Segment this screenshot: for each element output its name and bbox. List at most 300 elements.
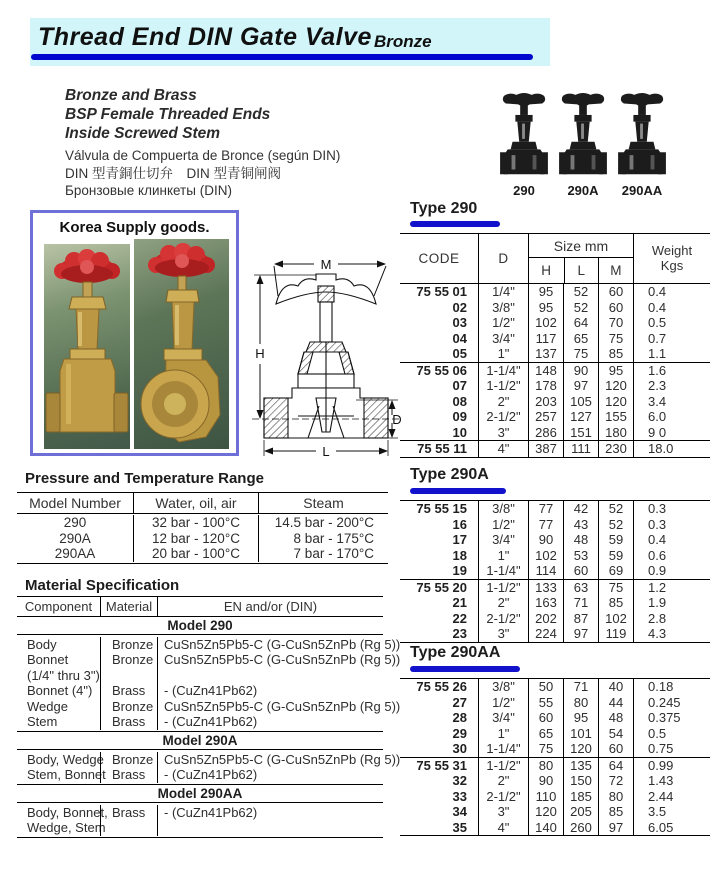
size-table-cell: 101 [563, 726, 598, 742]
size-table-row [400, 679, 710, 695]
size-table-cell: 64 [598, 758, 633, 774]
size-table-cell: 2-1/2" [478, 789, 528, 805]
size-table-cell: 135 [563, 758, 598, 774]
size-table-cell: 257 [528, 409, 563, 425]
material-row [17, 652, 401, 668]
size-table-row [400, 758, 710, 774]
size-table-row [400, 409, 710, 425]
size-table-cell: 95 [528, 284, 563, 300]
size-table-row [400, 532, 710, 548]
size-table-cell: 21 [452, 595, 467, 611]
size-table-cell: 18.0 [633, 441, 710, 457]
size-table-cell: 29 [452, 725, 467, 741]
intro-line: Bronze and Brass [65, 87, 197, 104]
size-table-cell: 34 [452, 804, 467, 820]
size-table-cell: 75 [563, 346, 598, 362]
size-table-cell: 97 [563, 626, 598, 642]
size-table-cell: 1/2" [478, 517, 528, 533]
size-table-cell: 0.18 [633, 679, 710, 695]
size-table-group [400, 363, 710, 442]
pressure-cell: 32 bar - 100°C [133, 515, 258, 531]
material-cell: Bonnet (4") [27, 683, 93, 699]
column-header-material: Material [100, 597, 157, 616]
size-table-cell: 52 [563, 300, 598, 316]
size-table-cell: 111 [563, 441, 598, 457]
size-table-cell: 387 [528, 441, 563, 457]
material-section-rows [17, 750, 401, 785]
size-table-row [400, 394, 710, 410]
size-table-cell: 1" [478, 726, 528, 742]
size-table-cell: 4" [478, 441, 528, 457]
size-table-row [400, 315, 710, 331]
size-table-cell: 72 [598, 773, 633, 789]
material-cell: - (CuZn41Pb62) [157, 714, 383, 730]
size-table-row [400, 804, 710, 820]
pressure-cell: 20 bar - 100°C [133, 546, 258, 562]
size-table-cell: 0.99 [633, 758, 710, 774]
type-290-table [400, 233, 710, 458]
size-table-cell: 0.3 [633, 517, 710, 533]
pressure-table-header [17, 493, 388, 514]
size-table-cell: 1" [478, 346, 528, 362]
size-table-row [400, 626, 710, 642]
photo-box-caption: Korea Supply goods. [59, 219, 210, 236]
size-table-cell: 203 [528, 394, 563, 410]
size-table-row [400, 441, 710, 457]
size-table-cell: 3.5 [633, 804, 710, 820]
material-row [17, 820, 383, 836]
size-table-cell: 16 [452, 516, 467, 532]
size-table-cell: 2-1/2" [478, 409, 528, 425]
valve-photo-angled [134, 239, 229, 449]
size-table-cell: 127 [563, 409, 598, 425]
column-header-l: L [564, 258, 599, 283]
size-table-cell: 3/8" [478, 679, 528, 695]
size-table-cell: 90 [563, 363, 598, 379]
size-table-cell: 23 [452, 626, 467, 642]
size-table-cell: 22 [452, 610, 467, 626]
material-cell: Stem [27, 714, 58, 730]
thumbnail-label: 290A [567, 183, 599, 198]
size-table-row [400, 346, 710, 362]
dim-label-l: L [322, 444, 330, 459]
size-table-cell: 85 [598, 346, 633, 362]
size-table-cell: 6.05 [633, 820, 710, 836]
size-table-group [400, 284, 710, 363]
size-table-cell: 0.4 [633, 300, 710, 316]
size-table-cell: 60 [563, 563, 598, 579]
size-table-row [400, 517, 710, 533]
size-table-row [400, 363, 710, 379]
column-header-m: M [598, 258, 633, 283]
size-table-cell: 185 [563, 789, 598, 805]
dim-label-m: M [320, 257, 332, 272]
material-cell [157, 820, 383, 836]
size-table-cell: 19 [452, 563, 467, 579]
thumbnail-290AA [616, 92, 668, 198]
size-table-cell: 224 [528, 626, 563, 642]
size-table-cell: 75 55 20 [416, 579, 467, 595]
size-table-cell: 52 [563, 284, 598, 300]
pressure-cell: 14.5 bar - 200°C [258, 515, 388, 531]
material-cell: CuSn5Zn5Pb5-C (G-CuSn5ZnPb (Rg 5)) [157, 637, 383, 653]
pressure-heading: Pressure and Temperature Range [25, 470, 264, 487]
brass-valve-front-image [44, 244, 130, 449]
intro-translations [65, 147, 340, 200]
size-table-cell: 71 [563, 679, 598, 695]
size-table-cell: 28 [452, 710, 467, 726]
size-table-row [400, 789, 710, 805]
size-table-cell: 44 [598, 695, 633, 711]
size-table-cell: 75 [598, 331, 633, 347]
material-row [17, 751, 401, 768]
size-table-cell: 54 [598, 726, 633, 742]
pressure-row [17, 531, 388, 547]
size-table-cell: 97 [563, 378, 598, 394]
size-table-row [400, 548, 710, 564]
material-cell: Bronze [100, 699, 157, 715]
size-table-cell: 3/4" [478, 710, 528, 726]
column-header-size-mm: Size mm [529, 234, 633, 258]
size-table-cell: 48 [598, 710, 633, 726]
size-table-cell: 105 [563, 394, 598, 410]
material-heading: Material Specification [25, 577, 180, 594]
photo-box [30, 210, 239, 456]
size-table-cell: 119 [598, 626, 633, 642]
size-table-cell: 32 [452, 773, 467, 789]
size-table-group [400, 580, 710, 642]
size-table-cell: 69 [598, 563, 633, 579]
material-label: Bronze [374, 32, 432, 51]
size-table-cell: 75 55 11 [417, 441, 467, 457]
size-table-cell: 1/4" [478, 284, 528, 300]
material-model-band: Model 290 [17, 617, 383, 635]
intro-line-russian: Бронзовые клинкеты (DIN) [65, 183, 232, 198]
size-table-cell: 117 [528, 331, 563, 347]
size-table-cell: 155 [598, 409, 633, 425]
type-290A-blue-rule [410, 488, 506, 494]
size-table-row [400, 595, 710, 611]
size-table-cell: 43 [563, 517, 598, 533]
size-table-cell: 0.3 [633, 501, 710, 517]
material-row [17, 636, 401, 653]
size-table-cell: 202 [528, 611, 563, 627]
size-table-row [400, 695, 710, 711]
material-cell: Bronze [100, 637, 157, 653]
column-header-en-din: EN and/or (DIN) [157, 597, 383, 616]
size-table-row [400, 741, 710, 757]
size-table-cell: 114 [528, 563, 563, 579]
material-cell: Brass [100, 683, 157, 699]
dim-label-d: D [392, 412, 402, 427]
size-table-cell: 4" [478, 820, 528, 836]
size-table-row [400, 820, 710, 836]
type-290AA-table [400, 678, 710, 836]
material-cell: Body [27, 636, 57, 652]
size-table-cell: 1/2" [478, 695, 528, 711]
material-cell: Bonnet [27, 652, 69, 668]
size-table-cell: 63 [563, 580, 598, 596]
size-table-cell: 60 [528, 710, 563, 726]
size-table-cell: 120 [598, 394, 633, 410]
size-table-cell: 71 [563, 595, 598, 611]
size-table-cell: 2" [478, 773, 528, 789]
type-290-blue-rule [410, 221, 500, 227]
size-table-cell: 2" [478, 394, 528, 410]
size-table-cell: 0.6 [633, 548, 710, 564]
gate-valve-section-drawing [246, 248, 406, 462]
size-table-cell: 48 [563, 532, 598, 548]
size-table-cell: 1.43 [633, 773, 710, 789]
size-table-cell: 30 [452, 741, 467, 757]
size-table-cell: 95 [598, 363, 633, 379]
dim-label-h: H [255, 346, 265, 361]
type-290A-heading: Type 290A [410, 466, 489, 483]
size-table-cell: 02 [452, 299, 467, 315]
size-table-cell: 55 [528, 695, 563, 711]
size-table-cell: 03 [452, 315, 467, 331]
column-header-model: Model Number [29, 495, 121, 511]
size-table-cell: 52 [598, 517, 633, 533]
material-cell: Brass [100, 805, 157, 821]
size-table-cell: 3/4" [478, 331, 528, 347]
size-table-cell: 75 55 01 [416, 284, 467, 300]
size-table-cell: 1-1/4" [478, 363, 528, 379]
size-table-cell: 08 [452, 393, 467, 409]
size-table-cell: 1-1/4" [478, 563, 528, 579]
type-290AA-heading: Type 290AA [410, 644, 501, 661]
product-thumbnails [498, 92, 672, 198]
size-table-row [400, 563, 710, 579]
size-table-cell: 40 [598, 679, 633, 695]
size-table-cell: 0.5 [633, 315, 710, 331]
material-cell [157, 668, 383, 684]
size-table-cell: 60 [598, 284, 633, 300]
intro-line: BSP Female Threaded Ends [65, 106, 271, 123]
material-cell: Body, Wedge [27, 751, 104, 767]
size-table-cell: 151 [563, 425, 598, 441]
size-table-cell: 102 [528, 548, 563, 564]
material-row [17, 714, 383, 730]
size-table-group [400, 758, 710, 836]
size-table-cell: 1-1/2" [478, 378, 528, 394]
size-table-cell: 1/2" [478, 315, 528, 331]
size-table-cell: 150 [563, 773, 598, 789]
size-table-cell: 33 [452, 788, 467, 804]
column-group-size [528, 234, 633, 283]
size-table-cell: 59 [598, 532, 633, 548]
material-table-header [17, 597, 383, 617]
pressure-table-body [17, 514, 388, 563]
material-cell: Wedge, Stem [27, 820, 106, 836]
header-blue-rule [31, 54, 533, 60]
material-cell [100, 668, 157, 684]
column-header-weight: Weight Kgs [633, 234, 710, 283]
thumbnail-label: 290AA [621, 183, 663, 198]
material-section-rows [17, 635, 401, 732]
size-table-row [400, 710, 710, 726]
material-row [17, 767, 383, 783]
size-table-cell: 53 [563, 548, 598, 564]
size-table-cell: 102 [598, 611, 633, 627]
material-cell: Bronze [100, 652, 157, 668]
size-table-cell: 0.75 [633, 741, 710, 757]
size-table-cell: 35 [452, 819, 467, 835]
size-table-cell: 3/8" [478, 300, 528, 316]
size-table-row [400, 580, 710, 596]
intro-line: Inside Screwed Stem [65, 125, 221, 142]
material-row [17, 683, 383, 699]
type-290-heading: Type 290 [410, 200, 478, 217]
material-cell [100, 820, 157, 836]
size-table-cell: 07 [452, 378, 467, 394]
size-table-cell: 260 [563, 820, 598, 836]
size-table-cell: 65 [563, 331, 598, 347]
column-header-component: Component [24, 599, 93, 614]
size-table-cell: 110 [528, 789, 563, 805]
size-table-cell: 148 [528, 363, 563, 379]
size-table-cell: 0.5 [633, 726, 710, 742]
material-cell: Bronze [100, 752, 157, 768]
size-table-group [400, 501, 710, 580]
size-table-cell: 3" [478, 626, 528, 642]
pressure-row [17, 546, 388, 562]
size-table-row [400, 425, 710, 441]
column-header-steam: Steam [258, 493, 388, 513]
dimension-drawing [246, 248, 406, 462]
size-table-cell: 27 [452, 694, 467, 710]
size-table-cell: 52 [598, 501, 633, 517]
material-cell: Brass [100, 714, 157, 730]
size-table-cell: 80 [528, 758, 563, 774]
size-table-group [400, 441, 710, 457]
size-table-row [400, 284, 710, 300]
size-table-row [400, 378, 710, 394]
material-table-body [17, 617, 401, 837]
size-table-cell: 70 [598, 315, 633, 331]
size-table-cell: 2.8 [633, 611, 710, 627]
size-table-row [400, 611, 710, 627]
size-table-cell: 60 [598, 300, 633, 316]
material-cell: CuSn5Zn5Pb5-C (G-CuSn5ZnPb (Rg 5)) [157, 652, 383, 668]
size-table-cell: 77 [528, 517, 563, 533]
size-table-cell: 2-1/2" [478, 611, 528, 627]
material-cell: CuSn5Zn5Pb5-C (G-CuSn5ZnPb (Rg 5)) [157, 752, 383, 768]
material-cell: Stem, Bonnet [27, 767, 106, 783]
size-table-cell: 17 [452, 532, 467, 548]
material-row [17, 805, 383, 821]
pressure-cell: 290AA [54, 546, 96, 562]
material-table [17, 596, 401, 838]
size-table-header [400, 234, 710, 284]
material-cell: CuSn5Zn5Pb5-C (G-CuSn5ZnPb (Rg 5)) [157, 699, 383, 715]
size-table-cell: 2.44 [633, 789, 710, 805]
valve-290AA-image [617, 92, 667, 180]
size-table-cell: 137 [528, 346, 563, 362]
size-table-cell: 65 [528, 726, 563, 742]
size-table-cell: 2.3 [633, 378, 710, 394]
size-table-cell: 9 0 [633, 425, 710, 441]
size-table-cell: 90 [528, 532, 563, 548]
size-table-cell: 75 [598, 580, 633, 596]
size-table-cell: 133 [528, 580, 563, 596]
size-table-cell: 0.9 [633, 563, 710, 579]
size-table-cell: 1-1/2" [478, 758, 528, 774]
size-table-cell: 3" [478, 804, 528, 820]
size-table-cell: 95 [563, 710, 598, 726]
size-table-cell: 80 [563, 695, 598, 711]
valve-photo-front [44, 244, 130, 449]
size-table-cell: 1.1 [633, 346, 710, 362]
size-table-cell: 09 [452, 409, 467, 425]
size-table-cell: 85 [598, 804, 633, 820]
size-table-cell: 60 [598, 741, 633, 757]
size-table-cell: 95 [528, 300, 563, 316]
column-header-h: H [541, 263, 552, 278]
size-table-cell: 80 [598, 789, 633, 805]
size-table-cell: 75 55 26 [416, 679, 467, 695]
material-cell: Wedge [27, 698, 68, 714]
material-cell: - (CuZn41Pb62) [157, 683, 383, 699]
size-table-cell: 0.7 [633, 331, 710, 347]
thumbnail-290A [557, 92, 609, 198]
size-table-cell: 1.9 [633, 595, 710, 611]
size-table-cell: 18 [452, 547, 467, 563]
type-290A-table [400, 500, 710, 643]
size-table-cell: 286 [528, 425, 563, 441]
size-table-cell: 1.2 [633, 580, 710, 596]
page-title: Thread End DIN Gate Valve [38, 23, 372, 51]
size-table-cell: 3" [478, 425, 528, 441]
pressure-row [17, 515, 388, 531]
size-table-cell: 120 [598, 378, 633, 394]
size-table-cell: 0.4 [633, 284, 710, 300]
size-table-cell: 0.245 [633, 695, 710, 711]
size-table-cell: 42 [563, 501, 598, 517]
size-table-cell: 04 [452, 330, 467, 346]
size-table-row [400, 773, 710, 789]
intro-line-spanish: Válvula de Compuerta de Bronce (según DIN) [65, 148, 341, 163]
pressure-cell: 8 bar - 175°C [258, 531, 388, 547]
type-290AA-blue-rule [410, 666, 520, 672]
material-cell: Body, Bonnet, [27, 804, 108, 820]
size-table-cell: 180 [598, 425, 633, 441]
size-table-group [400, 679, 710, 758]
size-table-cell: 178 [528, 378, 563, 394]
size-table-cell: 163 [528, 595, 563, 611]
valve-290-image [499, 92, 549, 180]
size-table-cell: 97 [598, 820, 633, 836]
size-table-row [400, 331, 710, 347]
size-table-cell: 75 55 31 [416, 757, 467, 773]
size-table-cell: 1.6 [633, 363, 710, 379]
size-table-cell: 120 [563, 741, 598, 757]
size-table-row [400, 501, 710, 517]
material-cell: - (CuZn41Pb62) [157, 767, 383, 783]
size-table-cell: 140 [528, 820, 563, 836]
valve-290A-image [558, 92, 608, 180]
size-table-cell: 6.0 [633, 409, 710, 425]
thumbnail-290 [498, 92, 550, 198]
material-row [17, 698, 401, 715]
size-table-cell: 1-1/4" [478, 741, 528, 757]
size-table-cell: 05 [452, 346, 467, 362]
material-row [17, 668, 383, 684]
column-header-d: D [478, 234, 528, 283]
brass-valve-angled-image [134, 239, 229, 449]
size-table-cell: 1" [478, 548, 528, 564]
size-table-cell: 50 [528, 679, 563, 695]
